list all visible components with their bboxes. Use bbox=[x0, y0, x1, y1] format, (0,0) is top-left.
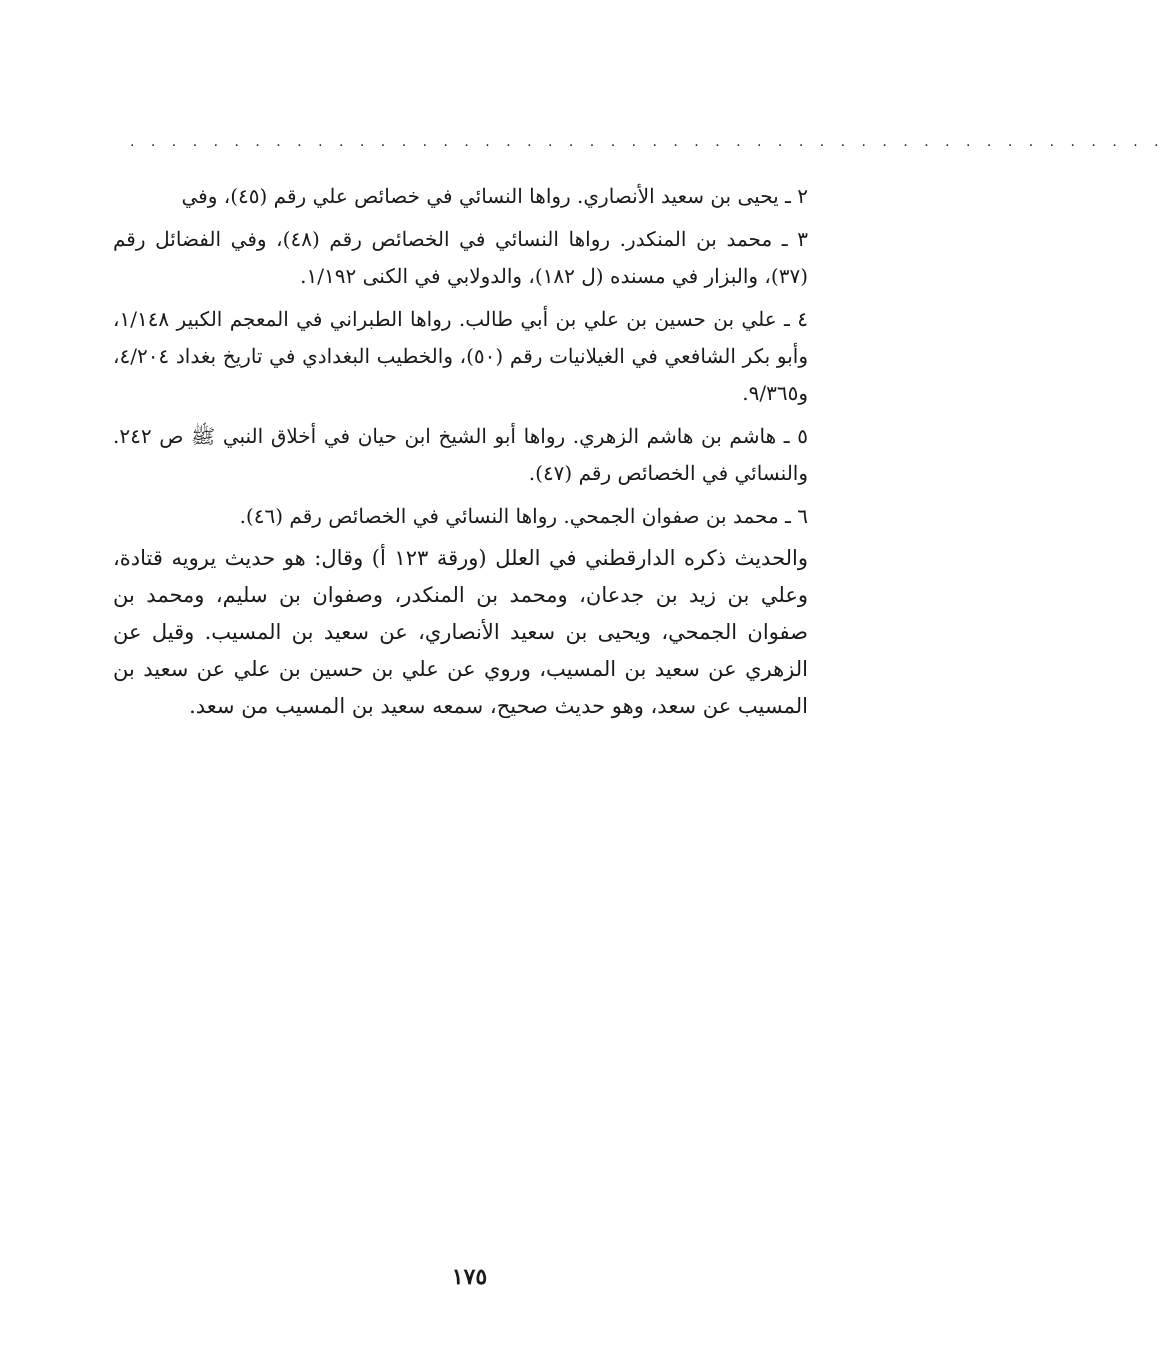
narration-item: ٦ ـ محمد بن صفوان الجمحي. رواها النسائي في الخصائص رقم (٤٦). bbox=[239, 504, 808, 528]
page-number: ١٧٥ bbox=[451, 1264, 488, 1290]
dotted-separator: · · · · · · · · · · · · · · · · · · · · · · · · · · · · · · · · · · · · · · · · · · · · · · · · · · bbox=[130, 138, 1165, 154]
commentary-paragraph-block bbox=[113, 540, 808, 725]
narration-item: ٣ ـ محمد بن المنكدر. رواها النسائي في الخصائص رقم (٤٨)، وفي الفضائل رقم (٣٧)، والبزار في مسنده (ل ١٨٢)، والدولابي في الكنى ١/١٩٢. bbox=[113, 227, 808, 288]
commentary-paragraph: والحديث ذكره الدارقطني في العلل (ورقة ١٢٣ أ) وقال: هو حديث يرويه قتادة، وعلي بن زيد بن جدعان، ومحمد بن المنكدر، وصفوان بن سليم، ومحمد بن صفوان الجمحي، ويحيى بن سعيد الأنصاري، عن سعيد بن المسيب. وقيل عن الزهري عن سعيد بن المسيب، وروي عن علي بن حسين بن علي عن سعيد بن المسيب عن سعد، وهو حديث صحيح، سمعه سعيد بن المسيب من سعد. bbox=[113, 546, 808, 718]
narration-item: ٢ ـ يحيى بن سعيد الأنصاري. رواها النسائي في خصائص علي رقم (٤٥)، وفي bbox=[181, 184, 808, 208]
narration-item: ٥ ـ هاشم بن هاشم الزهري. رواها أبو الشيخ ابن حيان في أخلاق النبي ﷺ ص ٢٤٢. والنسائي في الخصائص رقم (٤٧). bbox=[113, 424, 808, 485]
narration-list bbox=[113, 178, 808, 541]
narration-item: ٤ ـ علي بن حسين بن علي بن أبي طالب. رواها الطبراني في المعجم الكبير ١/١٤٨، وأبو بكر الشافعي في الغيلانيات رقم (٥٠)، والخطيب البغدادي في تاريخ بغداد ٤/٢٠٤، و٩/٣٦٥. bbox=[113, 307, 808, 405]
